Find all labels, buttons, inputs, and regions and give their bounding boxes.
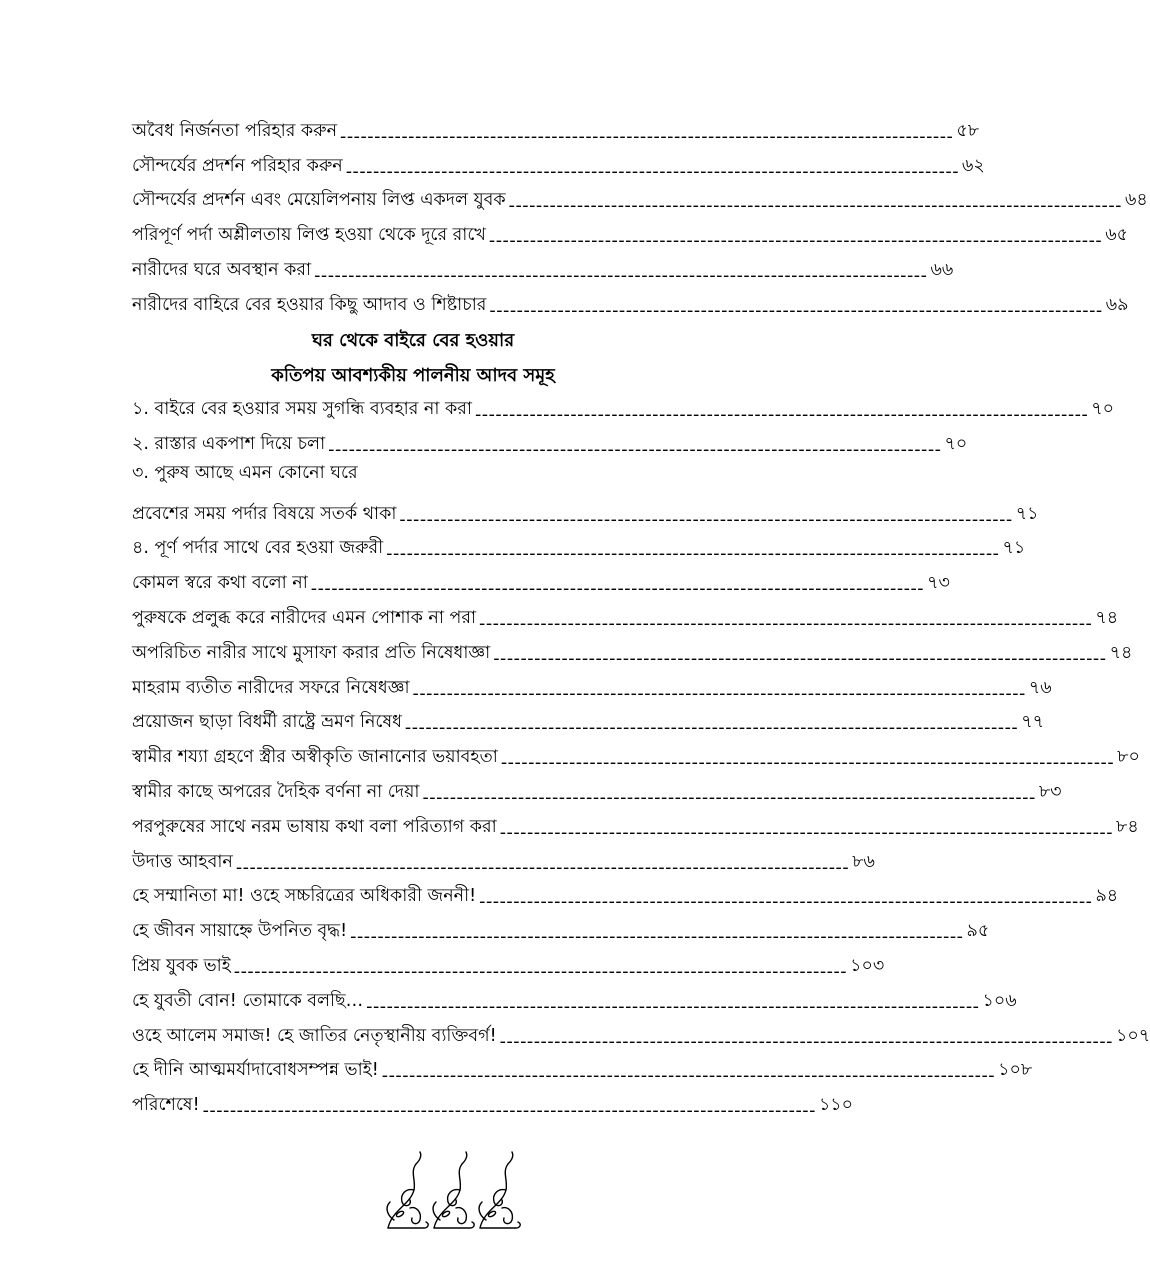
vine-motif [479,1152,520,1228]
dot-leader: ------------------------------------------------------------------------------------------ [202,1101,816,1122]
toc-entry-page: ১০৩ [850,955,885,976]
dot-leader: ------------------------------------------------------------------------------------------ [314,265,928,286]
toc-entry-page: ৭৭ [1021,712,1044,733]
dot-leader: ------------------------------------------------------------------------------------------ [233,961,848,982]
dot-leader: ------------------------------------------------------------------------------------------ [488,231,1103,252]
toc-entry-title: ওহে আলেম সমাজ! হে জাতির নেতৃস্থানীয় ব্যক্তিবর্গ! [132,1025,497,1046]
toc-entry-page: ৯৪ [1095,886,1119,907]
toc-entry-page: ৬২ [962,155,985,176]
dot-leader: ------------------------------------------------------------------------------------------ [489,300,1103,321]
floral-vine-ornament-icon [380,1150,520,1236]
toc-entry-title: অবৈধ নির্জনতা পরিহার করুন [132,120,338,141]
toc-entry-page: ৮৬ [852,851,875,872]
toc-entry [132,495,1039,530]
toc-entry-page: ৬৫ [1105,225,1128,246]
dot-leader: ------------------------------------------------------------------------------------------ [366,996,980,1017]
table-of-contents [132,112,1150,1122]
toc-entry-page: ১০৭ [1115,1025,1150,1046]
toc-entry-page: ৮৩ [1038,781,1062,802]
toc-entry [132,773,1062,808]
toc-entry-page: ৭৪ [1109,642,1133,663]
toc-entry-title: ৩. পুরুষ আছে এমন কোনো ঘরে [132,462,358,483]
toc-entry-title: প্রয়োজন ছাড়া বিধর্মী রাষ্ট্রে ভ্রমণ নিষেধ [132,712,402,733]
toc-entry [132,982,1017,1017]
toc-entry-title: পরিপূর্ণ পর্দা অশ্লীলতায় লিপ্ত হওয়া থেকে দূরে রাখে [132,225,486,246]
toc-entry [132,251,954,286]
toc-entry-page: ৭১ [1015,503,1039,524]
toc-entry-page: ৮০ [1117,747,1140,768]
toc-entry-page: ৭৬ [1028,677,1052,698]
dot-leader: ------------------------------------------------------------------------------------------ [493,648,1107,669]
toc-entry-title: পুরুষকে প্রলুব্ধ করে নারীদের এমন পোশাক না পরা [132,607,477,628]
dot-leader: ------------------------------------------------------------------------------------------ [340,126,954,147]
toc-entry-page: ৬৬ [930,259,954,280]
dot-leader: ------------------------------------------------------------------------------------------ [508,196,1122,217]
toc-entry [132,182,1148,217]
toc-entry-page: ৬৯ [1105,294,1129,315]
toc-entry-title: পরিশেষে! [132,1095,200,1116]
toc-entry-title: ২. রাস্তার একপাশ দিয়ে চলা [132,433,326,454]
toc-entry-page: ৫৮ [956,120,980,141]
toc-entry-title: হে দীনি আত্মমর্যাদাবোধসম্পন্ন ভাই! [132,1060,379,1081]
dot-leader: ------------------------------------------------------------------------------------------ [328,439,942,460]
toc-entry-title: স্বামীর শয্যা গ্রহণে স্ত্রীর অস্বীকৃতি জানানোর ভয়াবহতা [132,747,498,768]
toc-entry [132,216,1128,252]
toc-entry-page: ৭০ [944,433,968,454]
dot-leader: ------------------------------------------------------------------------------------------ [499,822,1114,843]
toc-entry [132,1052,1033,1087]
toc-entry-page: ১০৬ [982,990,1017,1011]
dot-leader: ------------------------------------------------------------------------------------------ [345,161,960,182]
dot-leader: ------------------------------------------------------------------------------------------ [381,1066,996,1087]
toc-entry-title: কোমল স্বরে কথা বলো না [132,573,308,594]
dot-leader: ------------------------------------------------------------------------------------------ [235,857,850,878]
toc-entry [132,1017,1150,1052]
toc-entry [132,390,1115,426]
toc-entry [132,1086,854,1122]
dot-leader: ------------------------------------------------------------------------------------------ [500,753,1115,774]
toc-entry-title: হে যুবতী বোন! তোমাকে বলছি… [132,990,364,1011]
toc-entry-title: মাহরাম ব্যতীত নারীদের সফরে নিষেধজ্ঞা [132,677,410,698]
toc-entry [132,460,714,495]
dot-leader: ------------------------------------------------------------------------------------------ [422,787,1036,808]
toc-entry-page: ৭৪ [1095,607,1119,628]
toc-entry-title: অপরিচিত নারীর সাথে মুসাফা করার প্রতি নিষেধাজ্ঞা [132,642,491,663]
toc-entry [132,147,985,182]
toc-entry-title: নারীদের ঘরে অবস্থান করা [132,259,312,280]
toc-entry-title: ১. বাইরে বের হওয়ার সময় সুগন্ধি ব্যবহার না করা [132,399,472,420]
toc-entry-title: হে জীবন সায়াহ্নে উপনিত বৃদ্ধ! [132,921,348,942]
toc-entry [132,878,1119,913]
toc-entry-title: ৪. পূর্ণ পর্দার সাথে বের হওয়া জরুরী [132,538,384,559]
toc-entry [132,425,968,460]
dot-leader: ------------------------------------------------------------------------------------------ [310,579,925,600]
toc-entry [132,738,1140,774]
section-heading-line-1: ঘর থেকে বাইরে বের হওয়ার [311,329,515,351]
toc-entry-title: পরপুরুষের সাথে নরম ভাষায় কথা বলা পরিত্যাগ করা [132,816,497,837]
toc-entry-title: উদাত্ত আহবান [132,851,233,872]
toc-entry [132,530,1026,565]
toc-entry-title: প্রবেশের সময় পর্দার বিষয়ে সতর্ক থাকা [132,503,397,524]
section-heading-line-2: কতিপয় আবশ্যকীয় পালনীয় আদব সমূহ [271,364,555,386]
toc-entry-page: ৯৫ [966,921,990,942]
dot-leader: ------------------------------------------------------------------------------------------ [474,405,1089,426]
toc-entry-page: ৭০ [1091,399,1115,420]
toc-entry-title: সৌন্দর্যের প্রদর্শন এবং মেয়েলিপনায় লিপ্ত একদল যুবক [132,190,506,211]
vine-motif [433,1152,474,1228]
toc-entry-title: নারীদের বাহিরে বের হওয়ার কিছু আদাব ও শিষ্টাচার [132,294,487,315]
toc-entry-title: প্রিয় যুবক ভাই [132,955,231,976]
toc-entry-page: ৮৪ [1116,816,1139,837]
toc-entry [132,669,1052,704]
toc-entry [132,808,1139,843]
toc-entry [132,947,885,982]
dot-leader: ------------------------------------------------------------------------------------------ [399,509,1013,530]
toc-entry-page: ১১০ [818,1095,854,1116]
dot-leader: ------------------------------------------------------------------------------------------ [479,892,1093,913]
toc-entry [132,112,980,147]
dot-leader: ------------------------------------------------------------------------------------------ [499,1031,1113,1052]
toc-entry [132,843,875,878]
toc-entry-title: হে সম্মানিতা মা! ওহে সচ্চরিত্রের অধিকারী জননী! [132,886,477,907]
toc-entry [132,634,1133,669]
toc-entry-title: সৌন্দর্যের প্রদর্শন পরিহার করুন [132,155,343,176]
toc-entry-page: ৬৪ [1125,190,1148,211]
toc-entry-page: ১০৮ [998,1060,1033,1081]
toc-entry [132,704,1044,739]
dot-leader: ------------------------------------------------------------------------------------------ [386,544,1000,565]
dot-leader: ------------------------------------------------------------------------------------------ [350,927,964,948]
toc-entry-title: স্বামীর কাছে অপরের দৈহিক বর্ণনা না দেয়া [132,781,420,802]
dot-leader: ------------------------------------------------------------------------------------------ [404,718,1019,739]
dot-leader: ------------------------------------------------------------------------------------------ [412,683,1026,704]
dot-leader: ------------------------------------------------------------------------------------------ [479,613,1093,634]
toc-entry-page: ৭১ [1002,538,1026,559]
toc-entry [132,599,1119,634]
toc-entry [132,286,1129,321]
toc-entry [132,912,990,948]
toc-entry [132,564,950,600]
vine-motif [387,1152,428,1228]
toc-entry-page: ৭৩ [927,573,950,594]
